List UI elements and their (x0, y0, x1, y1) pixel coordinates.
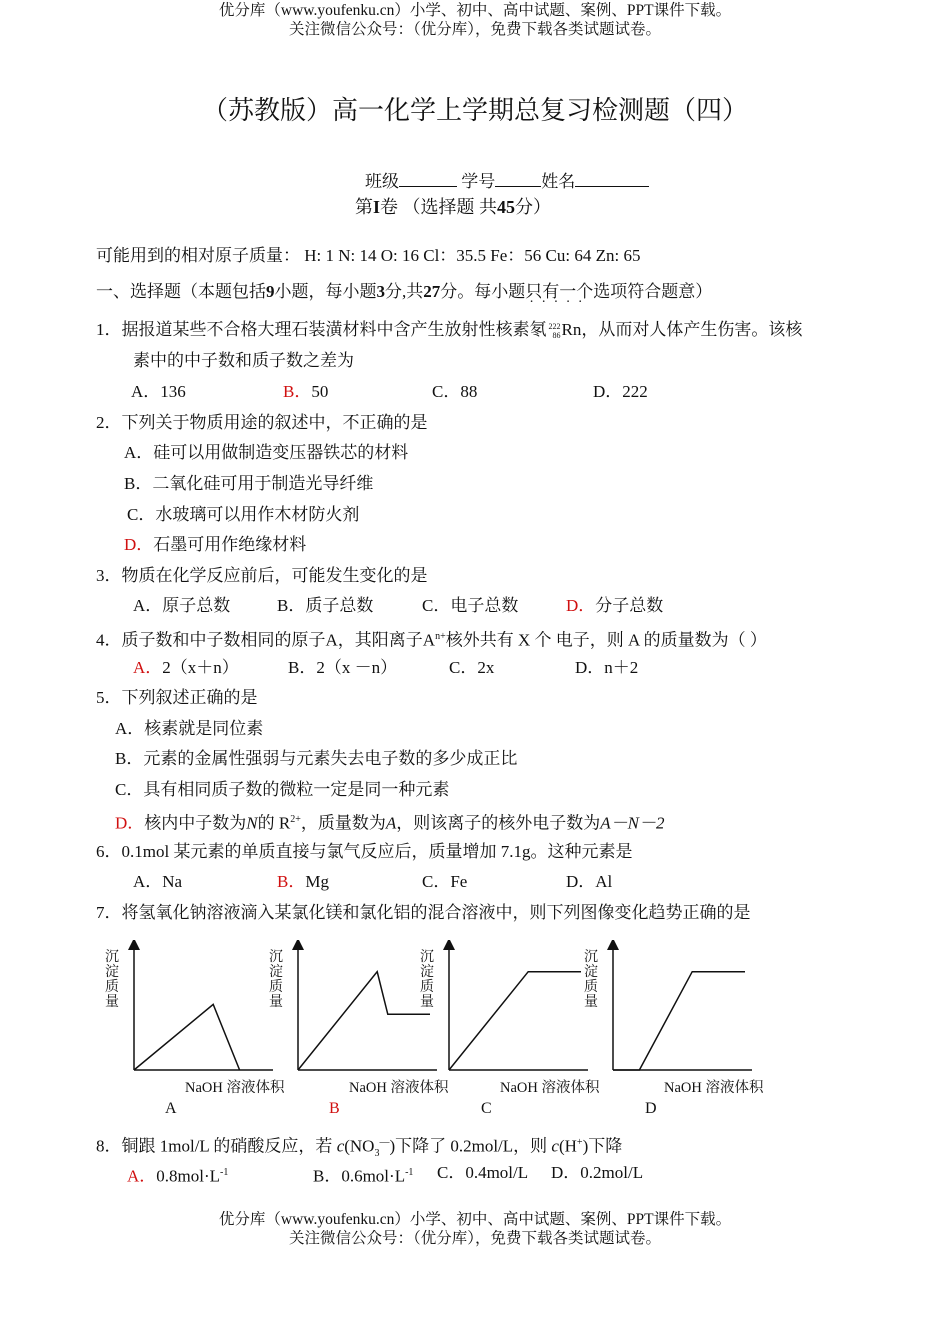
section-p5: 选项符合题意） (593, 282, 713, 301)
volume-heading (355, 197, 551, 217)
q1-mass-number: 222 (548, 322, 561, 332)
q8-option-c[interactable]: C．0.4mol/L (437, 1163, 529, 1182)
q4-c-letter: C． (449, 658, 478, 677)
volume-prefix: 第 (355, 197, 373, 217)
q5-d-text-d: ，则该离子的核外电子数为 (396, 813, 601, 833)
q3-b-letter: B． (277, 596, 306, 615)
q8-a-text: 0.8mol·L (156, 1166, 221, 1186)
q3-option-a[interactable] (133, 596, 230, 616)
q4-option-c[interactable] (449, 658, 494, 678)
q5-a-letter: A． (115, 719, 145, 738)
q5-c-text: 具有相同质子数的微粒一定是同一种元素 (143, 780, 450, 799)
chart-b-svg (267, 940, 442, 1090)
footer-line-2: 关注微信公众号：（优分库），免费下载各类试题试卷。 (288, 1230, 661, 1247)
id-label: 学号 (461, 172, 496, 191)
q5-d-n: N (246, 813, 258, 833)
chart-c-y-label: 沉淀质量 (420, 950, 434, 1010)
volume-suffix: 分） (515, 197, 552, 217)
q6-stem: 6．0.1mol 某元素的单质直接与氯气反应后，质量增加 7.1g。这种元素是 (96, 842, 633, 861)
q8-a-letter: A． (127, 1166, 157, 1186)
section-emphasis: 只有一个 · · (525, 282, 593, 301)
chart-b (267, 940, 449, 1096)
q3-c-text: 电子总数 (450, 596, 519, 615)
q8-b-text: B．0.6mol·L (313, 1166, 406, 1186)
q4-charge: n+ (435, 631, 446, 642)
chart-a-y-label: 沉淀质量 (105, 950, 119, 1010)
chart-a (103, 940, 285, 1096)
q1-stem-cont: 素中的中子数和质子数之差为 (133, 351, 354, 370)
section-p2: 小题，每小题 (274, 282, 377, 301)
q2-a-letter: A． (124, 443, 154, 462)
q2-c-text: 水玻璃可以用作木材防火剂 (155, 505, 360, 524)
q8-s2: )下降了 0.2mol/L，则 (389, 1136, 552, 1156)
q1-option-d[interactable] (593, 382, 648, 402)
q3-option-c[interactable] (422, 596, 518, 616)
chart-d (582, 940, 764, 1096)
chart-c-series-line (449, 972, 581, 1070)
name-field[interactable] (575, 171, 649, 187)
header-line-2: 关注微信公众号：（优分库），免费下载各类试题试卷。 (288, 21, 661, 38)
q1-nuclide-numbers (549, 322, 561, 340)
q5-d-charge: 2+ (290, 814, 301, 825)
chart-a-svg (103, 940, 278, 1090)
q6-option-b[interactable] (277, 872, 329, 892)
q6-b-text: Mg (305, 872, 329, 891)
q2-d-letter: D． (124, 535, 154, 554)
section-n2: 3 (376, 282, 385, 301)
q1-option-c[interactable] (432, 382, 477, 402)
student-info (365, 171, 649, 192)
q1-stem (96, 320, 802, 340)
chart-c-x-label: NaOH 溶液体积 (500, 1080, 600, 1096)
q1-d-text: 222 (622, 382, 648, 401)
q6-a-letter: A． (133, 872, 163, 891)
footer-line-1: 优分库（www.youfenku.cn）小学、初中、高中试题、案例、PPT课件下载。 (218, 1211, 732, 1228)
q2-option-d[interactable] (124, 535, 306, 555)
q3-c-letter: C． (422, 596, 451, 615)
q8-s3: (H (558, 1136, 577, 1156)
q7-stem: 7．将氢氧化钠溶液滴入某氯化镁和氯化铝的混合溶液中，则下列图像变化趋势正确的是 (96, 903, 751, 922)
q3-a-text: 原子总数 (162, 596, 231, 615)
q3-d-text: 分子总数 (595, 596, 664, 615)
q8-s1: (NO (344, 1136, 375, 1156)
page-title: （苏教版）高一化学上学期总复习检测题（四） (201, 96, 748, 125)
q8-b-sup: -1 (405, 1167, 414, 1178)
q7-chart-label-c[interactable]: C (481, 1100, 492, 1117)
q1-a-letter: A． (131, 382, 161, 401)
chart-b-y-label: 沉淀质量 (269, 950, 283, 1010)
chart-d-series-line (613, 972, 745, 1070)
q3-d-letter: D． (566, 596, 596, 615)
q1-stem-b: ，从而对人体产生伤害。该核 (581, 320, 803, 339)
q8-sup2: + (576, 1137, 583, 1148)
q4-d-letter: D． (575, 658, 605, 677)
q1-c-text: 88 (460, 382, 478, 401)
q6-d-text: Al (595, 872, 613, 891)
id-field[interactable] (495, 171, 541, 187)
q4-stem-b: 核外共有 X 个 电子，则 A 的质量数为（ ） (445, 630, 767, 650)
q4-option-a[interactable] (133, 658, 239, 678)
section-p3: 分,共 (385, 282, 424, 301)
q1-b-text: 50 (311, 382, 329, 401)
q1-c-letter: C． (432, 382, 461, 401)
q1-symbol: Rn (561, 320, 582, 339)
q5-d-text-b: 的 R (257, 813, 291, 833)
q6-c-letter: C． (422, 872, 451, 891)
q1-option-b[interactable] (283, 382, 328, 402)
q2-option-c[interactable] (127, 505, 359, 525)
q5-d-a: A (385, 813, 397, 833)
section-p1: 一、选择题（本题包括 (96, 282, 266, 301)
q4-option-d[interactable] (575, 658, 638, 678)
header-line-1: 优分库（www.youfenku.cn）小学、初中、高中试题、案例、PPT课件下载。 (218, 2, 732, 19)
q5-option-d[interactable] (115, 810, 664, 834)
q1-a-text: 136 (160, 382, 186, 401)
name-label: 姓名 (541, 172, 576, 191)
q7-chart-label-b[interactable]: B (329, 1100, 340, 1117)
q8-option-a[interactable] (127, 1163, 228, 1187)
q7-chart-label-a[interactable]: A (165, 1100, 177, 1117)
q4-option-b[interactable] (288, 658, 397, 678)
section-n1: 9 (266, 282, 275, 301)
q8-option-b[interactable] (313, 1163, 413, 1187)
q4-b-letter: B． (288, 658, 317, 677)
q3-stem: 3．物质在化学反应前后，可能发生变化的是 (96, 566, 428, 585)
class-label: 班级 (365, 172, 399, 191)
chart-a-series-line (134, 1004, 240, 1070)
q5-d-expression: A－N－2 (600, 813, 665, 833)
q8-option-d[interactable]: D．0.2mol/L (551, 1163, 644, 1182)
q2-c-letter: C． (127, 505, 156, 524)
q5-option-b[interactable] (115, 749, 517, 769)
section-heading (96, 282, 712, 302)
q6-a-text: Na (162, 872, 183, 891)
q4-a-letter: A． (133, 658, 163, 677)
chart-b-series-line (298, 972, 430, 1070)
q4-a-text: 2（x＋n） (162, 658, 239, 677)
q2-d-text: 石墨可用作绝缘材料 (153, 535, 307, 554)
q6-option-a[interactable] (133, 872, 182, 892)
atomic-masses: 可能用到的相对原子质量： H: 1 N: 14 O: 16 Cl：35.5 Fe：56 Cu: 64 Zn: 65 (96, 246, 641, 265)
q8-sup1: — (379, 1137, 390, 1148)
q1-atomic-number: 86 (552, 331, 561, 341)
q1-option-a[interactable] (131, 382, 186, 402)
q3-b-text: 质子总数 (305, 596, 374, 615)
chart-a-x-label: NaOH 溶液体积 (185, 1080, 285, 1096)
section-n3: 27 (423, 282, 441, 301)
q1-stem-a: 1．据报道某些不合格大理石装潢材料中含产生放射性核素氡 (96, 320, 547, 339)
volume-roman: I (373, 197, 381, 217)
q8-sub1: 3 (374, 1148, 380, 1160)
q2-stem: 2．下列关于物质用途的叙述中，不正确的是 (96, 413, 428, 432)
q5-b-text: 元素的金属性强弱与元素失去电子数的多少成正比 (143, 749, 518, 768)
q4-stem (96, 627, 767, 651)
q6-option-d[interactable] (566, 872, 612, 892)
q4-c-text: 2x (477, 658, 495, 677)
q4-d-text: n＋2 (604, 658, 639, 677)
q5-option-a[interactable] (115, 719, 263, 739)
q5-c-letter: C． (115, 780, 144, 799)
chart-b-x-label: NaOH 溶液体积 (349, 1080, 449, 1096)
q1-d-letter: D． (593, 382, 623, 401)
q6-b-letter: B． (277, 872, 306, 891)
chart-d-x-label: NaOH 溶液体积 (664, 1080, 764, 1096)
q5-d-text-c: ，质量数为 (300, 813, 386, 833)
q2-option-b[interactable] (124, 474, 373, 494)
q2-option-a[interactable] (124, 443, 408, 463)
q7-chart-label-d[interactable]: D (645, 1100, 657, 1117)
chart-d-y-label: 沉淀质量 (584, 950, 598, 1010)
q6-c-text: Fe (450, 872, 468, 891)
q2-b-text: 二氧化硅可用于制造光导纤维 (152, 474, 374, 493)
q5-d-text-a: 核内中子数为 (144, 813, 247, 833)
q8-a-sup: -1 (220, 1167, 229, 1178)
q8-stem-a: 8．铜跟 1mol/L 的硝酸反应，若 (96, 1136, 337, 1156)
q5-a-text: 核素就是同位素 (144, 719, 264, 738)
chart-c (418, 940, 600, 1096)
q8-stem (96, 1133, 622, 1164)
q5-b-letter: B． (115, 749, 144, 768)
q2-a-text: 硅可以用做制造变压器铁芯的材料 (153, 443, 409, 462)
q5-option-c[interactable] (115, 780, 449, 800)
q8-c2: c (551, 1136, 559, 1156)
chart-d-svg (582, 940, 757, 1090)
q6-option-c[interactable] (422, 872, 467, 892)
q5-d-letter: D． (115, 813, 145, 833)
volume-mid: 卷 （选择题 共 (380, 197, 498, 217)
q8-s4: )下降 (582, 1136, 623, 1156)
q4-stem-a: 4．质子数和中子数相同的原子A，其阳离子A (96, 630, 436, 650)
section-p4: 分。每小题 (440, 282, 526, 301)
chart-c-svg (418, 940, 593, 1090)
q5-stem: 5．下列叙述正确的是 (96, 688, 258, 707)
q3-a-letter: A． (133, 596, 163, 615)
q6-d-letter: D． (566, 872, 596, 891)
q3-option-d[interactable] (566, 596, 663, 616)
q1-b-letter: B． (283, 382, 312, 401)
q2-b-letter: B． (124, 474, 153, 493)
q8-c1: c (336, 1136, 345, 1156)
q3-option-b[interactable] (277, 596, 373, 616)
class-field[interactable] (399, 171, 457, 187)
q4-b-text: 2（x －n） (316, 658, 398, 677)
volume-score: 45 (497, 197, 516, 217)
